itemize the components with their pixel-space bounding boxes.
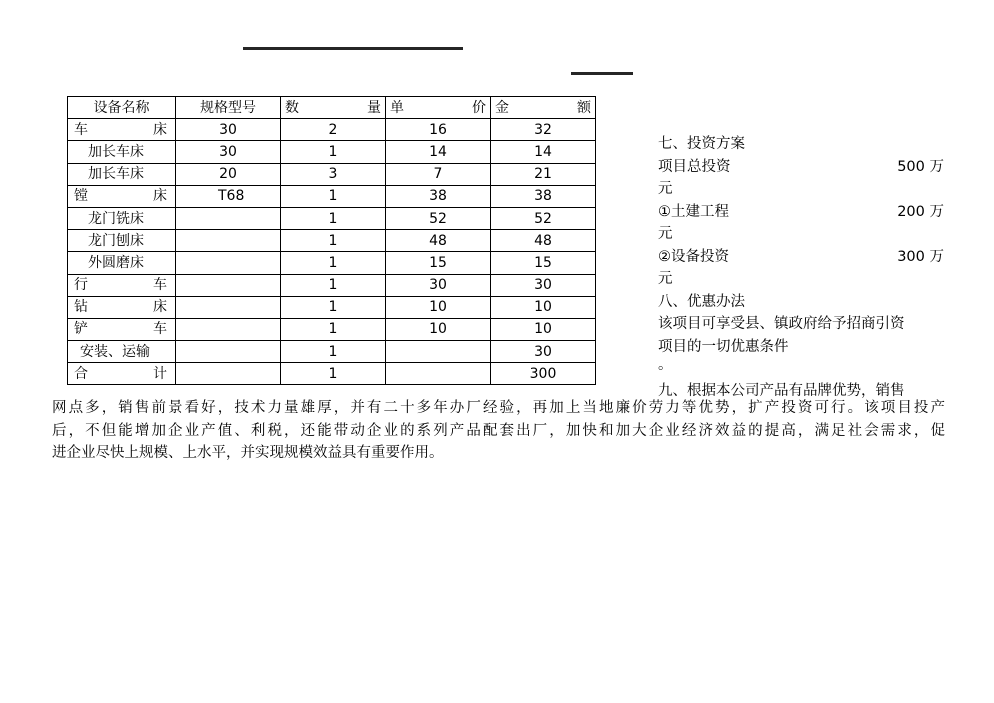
preference-period: 。 (658, 357, 673, 373)
cell-price (386, 341, 491, 363)
cell-amount: 30 (491, 274, 596, 296)
cell-price: 10 (386, 296, 491, 318)
section-heading-8: 八、优惠办法 (658, 293, 745, 310)
conclusion-paragraph (52, 397, 945, 465)
section-heading-9: 九、根据本公司产品有品牌优势，销售 (658, 383, 905, 399)
cell-name: 车 床 (68, 119, 176, 141)
table-header-row (68, 97, 596, 119)
cell-name: 安装、运输 (68, 341, 176, 363)
table-row (68, 252, 596, 274)
preference-text-line: 该项目可享受县、镇政府给予招商引资 (658, 316, 905, 332)
table-row (68, 119, 596, 141)
civil-works-line (658, 201, 944, 224)
cell-qty: 1 (281, 274, 386, 296)
cell-spec: T68 (176, 185, 281, 207)
table-row (68, 318, 596, 340)
civil-works-label: ①土建工程 (658, 203, 729, 220)
equipment-investment-label: ②设备投资 (658, 248, 729, 265)
cell-spec (176, 363, 281, 385)
cell-name: 加长车床 (68, 163, 176, 185)
cell-amount: 21 (491, 163, 596, 185)
cell-name: 加长车床 (68, 141, 176, 163)
table-row (68, 207, 596, 229)
cell-spec (176, 274, 281, 296)
total-investment-label: 项目总投资 (658, 158, 731, 175)
cell-name: 合 计 (68, 363, 176, 385)
cell-price: 30 (386, 274, 491, 296)
cell-amount: 300 (491, 363, 596, 385)
cell-amount: 38 (491, 185, 596, 207)
preference-text-line: 项目的一切优惠条件 (658, 338, 789, 355)
cell-name: 行 车 (68, 274, 176, 296)
cell-spec: 20 (176, 163, 281, 185)
unit-text: 元 (658, 226, 673, 242)
cell-spec (176, 207, 281, 229)
cell-price: 38 (386, 185, 491, 207)
cell-qty: 1 (281, 296, 386, 318)
cell-price (386, 363, 491, 385)
table-row (68, 163, 596, 185)
cell-qty: 1 (281, 230, 386, 252)
cell-qty: 2 (281, 119, 386, 141)
total-investment-value: 500 万 (897, 158, 944, 175)
cell-spec (176, 341, 281, 363)
cell-price: 7 (386, 163, 491, 185)
total-investment-line (658, 156, 944, 179)
cell-spec: 30 (176, 141, 281, 163)
cell-spec (176, 252, 281, 274)
cell-price: 14 (386, 141, 491, 163)
cell-qty: 1 (281, 185, 386, 207)
paragraph-line: 网点多，销售前景看好，技术力量雄厚，并有二十多年办厂经验，再加上当地廉价劳力等优势，扩产投资可行。该项目投产 (52, 400, 945, 416)
cell-name: 镗 床 (68, 185, 176, 207)
table-row (68, 141, 596, 163)
equipment-investment-value: 300 万 (897, 248, 944, 265)
paragraph-line: 后，不但能增加企业产值、利税，还能带动企业的系列产品配套出厂，加快和加大企业经济效益的提高，满足社会需求，促 (52, 422, 945, 439)
cell-amount: 14 (491, 141, 596, 163)
table-row (68, 274, 596, 296)
cell-name: 龙门刨床 (68, 230, 176, 252)
cropped-heading-fragment (243, 47, 463, 50)
header-amount: 金 额 (491, 97, 596, 119)
cell-amount: 10 (491, 318, 596, 340)
cell-name: 钻 床 (68, 296, 176, 318)
cell-spec: 30 (176, 119, 281, 141)
cell-amount: 32 (491, 119, 596, 141)
cell-amount: 30 (491, 341, 596, 363)
table-row (68, 341, 596, 363)
header-spec-model: 规格型号 (176, 97, 281, 119)
equipment-investment-line (658, 246, 944, 269)
header-quantity: 数 量 (281, 97, 386, 119)
cell-name: 外圆磨床 (68, 252, 176, 274)
table-row (68, 230, 596, 252)
section-heading-7: 七、投资方案 (658, 136, 745, 152)
cell-price: 10 (386, 318, 491, 340)
cell-qty: 1 (281, 341, 386, 363)
cell-price: 52 (386, 207, 491, 229)
cell-price: 48 (386, 230, 491, 252)
table-row (68, 185, 596, 207)
cell-name: 龙门铣床 (68, 207, 176, 229)
header-unit-price: 单 价 (386, 97, 491, 119)
cell-amount: 48 (491, 230, 596, 252)
cell-qty: 1 (281, 207, 386, 229)
cell-price: 16 (386, 119, 491, 141)
cropped-unit-fragment (571, 72, 633, 75)
table-total-row (68, 363, 596, 385)
civil-works-value: 200 万 (897, 203, 944, 220)
cell-amount: 15 (491, 252, 596, 274)
unit-text: 元 (658, 271, 673, 287)
cell-spec (176, 230, 281, 252)
equipment-table (67, 96, 596, 385)
cell-amount: 10 (491, 296, 596, 318)
cell-spec (176, 296, 281, 318)
cell-price: 15 (386, 252, 491, 274)
cell-name: 铲 车 (68, 318, 176, 340)
cell-qty: 1 (281, 141, 386, 163)
cell-amount: 52 (491, 207, 596, 229)
header-equipment-name: 设备名称 (68, 97, 176, 119)
investment-section (658, 133, 944, 403)
cell-qty: 1 (281, 318, 386, 340)
cell-qty: 3 (281, 163, 386, 185)
cell-qty: 1 (281, 252, 386, 274)
paragraph-line: 进企业尽快上规模、上水平，并实现规模效益具有重要作用。 (52, 445, 444, 461)
table-row (68, 296, 596, 318)
cell-spec (176, 318, 281, 340)
cell-qty: 1 (281, 363, 386, 385)
unit-text: 元 (658, 181, 673, 197)
